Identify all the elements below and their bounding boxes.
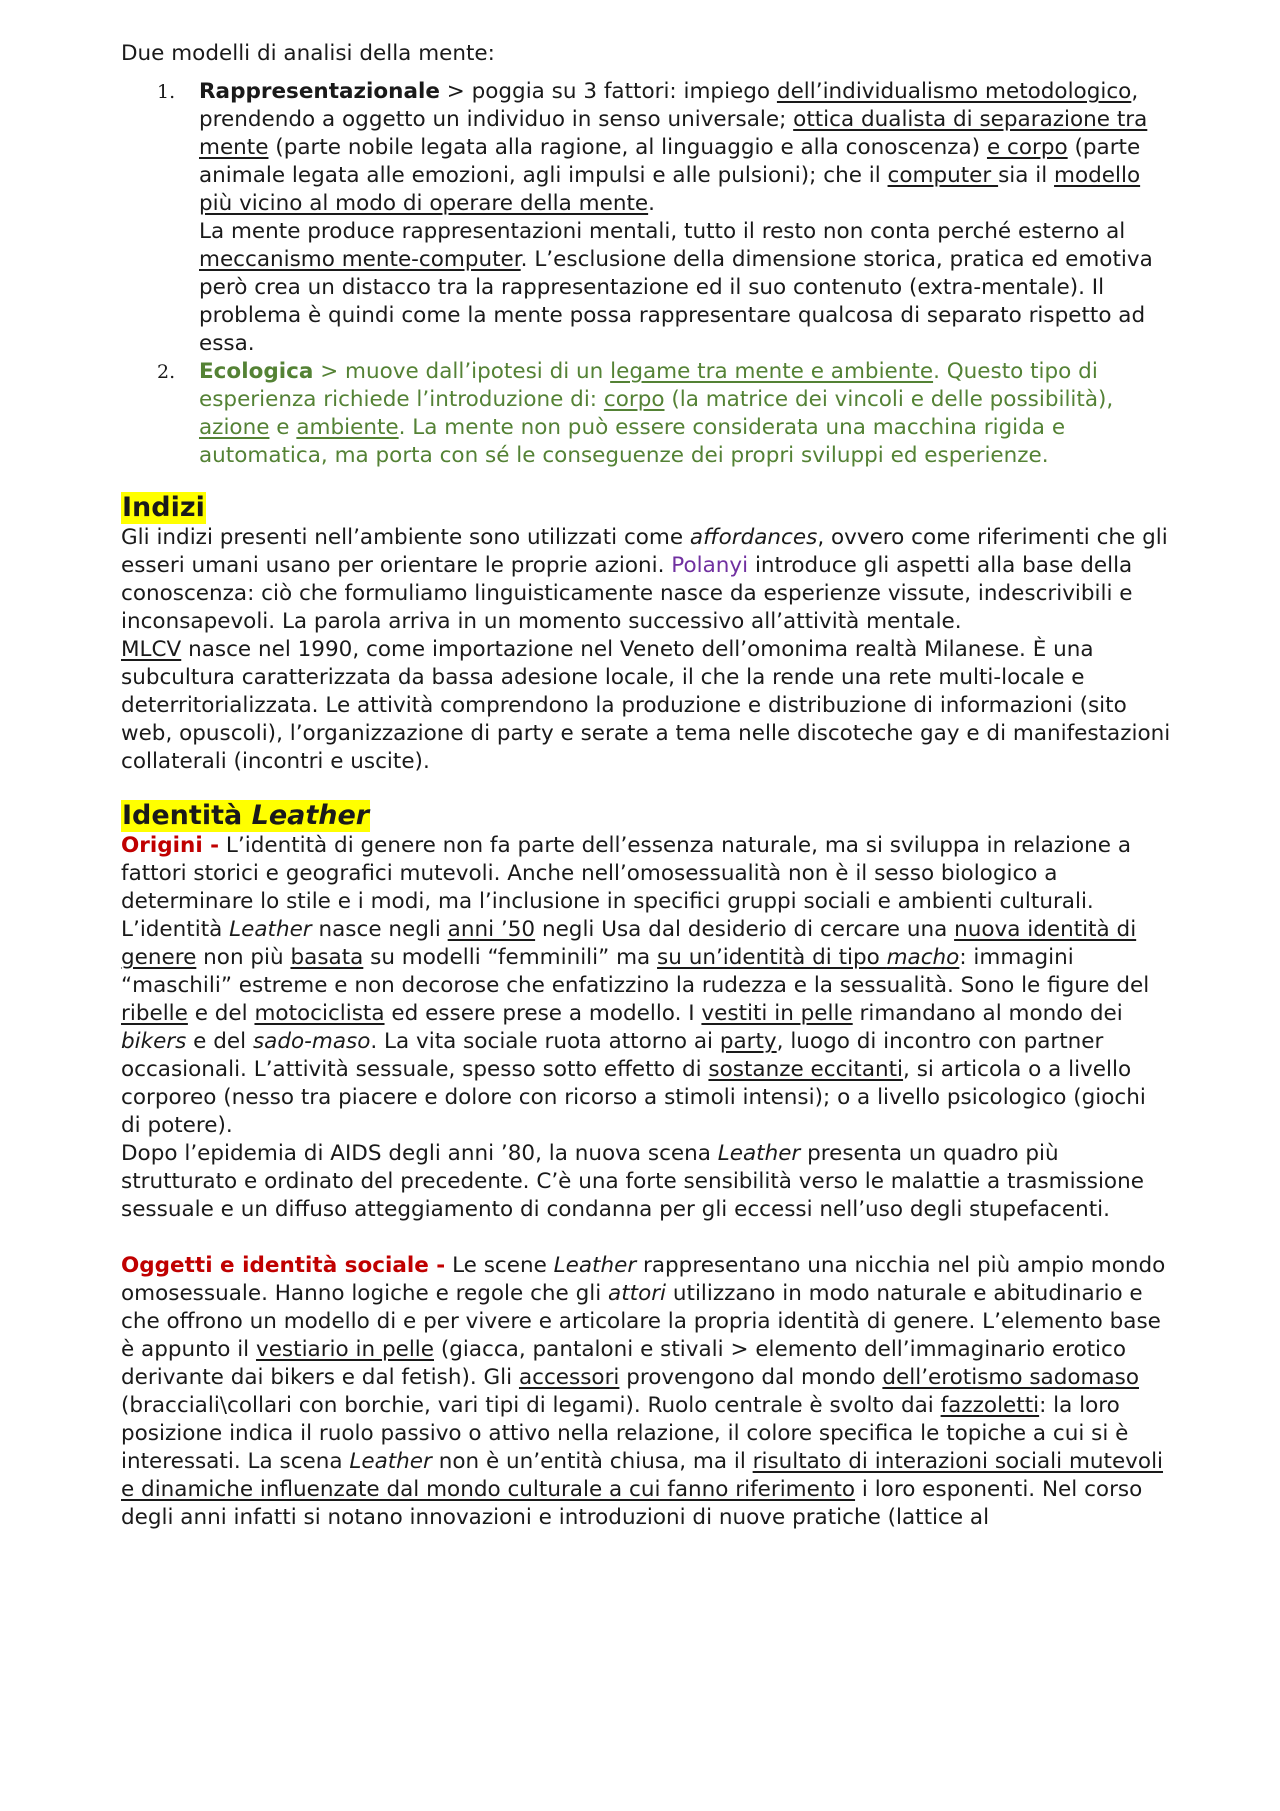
underlined-text: ottica dualista di separazione tra mente <box>199 107 1148 160</box>
underlined-text: computer <box>887 163 999 188</box>
underlined-text: fazzoletti <box>940 1393 1040 1418</box>
text: . L’esclusione della dimensione storica, pratica ed emotiva però crea un distacco tra la rappresentazione ed il suo contenuto (extra-mentale). Il problema è quindi come la mente possa rappresentare qualcosa di separato rispetto ad essa. <box>199 247 1153 356</box>
indizi-paragraph-1 <box>121 524 1171 636</box>
text: su un’identità di tipo <box>657 945 887 970</box>
text: (parte nobile legata alla ragione, al linguaggio e alla conoscenza) <box>268 135 987 160</box>
text: negli Usa dal desiderio di cercare una <box>535 917 955 942</box>
text: , si articola o a livello corporeo (nesso tra piacere e dolore con ricorso a stimoli intensi); o a livello psicologico (giochi di potere). <box>121 1057 1146 1138</box>
italic-text: macho <box>886 945 960 970</box>
text: Dopo l’epidemia di AIDS degli anni ’80, la nuova scena <box>121 1141 718 1166</box>
text: nasce negli <box>311 917 448 942</box>
text: (la matrice dei vincoli e delle possibilità), <box>664 387 1114 412</box>
heading-indizi: Indizi <box>122 492 205 523</box>
text: , luogo di incontro con partner occasionali. L’attività sessuale, spesso sotto effetto di <box>121 1029 1104 1082</box>
origini-paragraph <box>121 832 1171 1140</box>
underlined-text: nuova identità di genere <box>121 917 1137 970</box>
italic-text: Leather <box>349 1449 432 1474</box>
list-item-rappresentazionale <box>121 78 1171 358</box>
underlined-text <box>657 945 959 970</box>
text: utilizzano in modo naturale e abitudinario e che offrono un modello di e per vivere e articolare la propria identità di genere. L’elemento base è appunto il <box>121 1281 1161 1362</box>
ecologica-title: Ecologica <box>199 359 314 384</box>
text: sia il <box>998 163 1055 188</box>
text: . <box>648 191 655 216</box>
text: (parte animale legata alle emozioni, agli impulsi e alle pulsioni); che il <box>199 135 1141 188</box>
text: rimandano al mondo dei <box>852 1001 1123 1026</box>
text: , prendendo a oggetto un individuo in senso universale; <box>199 79 1139 132</box>
section-oggetti <box>121 1252 1171 1532</box>
underlined-text: vestiario in pelle <box>255 1337 434 1362</box>
underlined-text: MLCV <box>121 637 182 662</box>
text: Le scene <box>445 1253 554 1278</box>
text: ed essere prese a modello. I <box>384 1001 702 1026</box>
list-number: 2. <box>157 361 176 383</box>
section-identita-leather <box>121 800 1171 1224</box>
document-page <box>121 40 1171 1532</box>
origini-label: Origini - <box>121 833 220 858</box>
list-item-ecologica <box>121 358 1171 470</box>
intro-text: Due modelli di analisi della mente: <box>121 41 495 66</box>
underlined-text: sostanze eccitanti <box>708 1057 904 1082</box>
oggetti-paragraph <box>121 1252 1171 1532</box>
text: presenta un quadro più strutturato e ordinato del precedente. C’è una forte sensibilità verso le malattie a trasmissione sessuale e un diffuso atteggiamento di condanna per gli eccessi nell’uso degli stupefacenti. <box>121 1141 1144 1222</box>
text: > poggia su 3 fattori: impiego <box>439 79 777 104</box>
underlined-text: risultato di interazioni sociali mutevoli e dinamiche influenzate dal mondo culturale a cui fanno riferimento <box>121 1449 1164 1502</box>
text: e <box>269 415 297 440</box>
text: e del <box>187 1001 255 1026</box>
rappresentazionale-paragraph <box>199 78 1171 218</box>
underlined-text: motociclista <box>254 1001 385 1026</box>
text: . La vita sociale ruota attorno ai <box>370 1029 720 1054</box>
underlined-text: modello più vicino al modo di operare della mente <box>199 163 1141 216</box>
underlined-text: ambiente <box>296 415 399 440</box>
oggetti-label: Oggetti e identità sociale - <box>121 1253 446 1278</box>
polanyi-name: Polanyi <box>671 553 749 578</box>
underlined-text: accessori <box>518 1365 620 1390</box>
italic-text: Leather <box>229 917 312 942</box>
heading-identita-leather <box>121 800 370 832</box>
text: non più <box>196 945 291 970</box>
italic-text: attori <box>608 1281 667 1306</box>
text: (bracciali\collari con borchie, vari tipi di legami). Ruolo centrale è svolto dai <box>121 1393 941 1418</box>
heading-italic: Leather <box>251 800 370 831</box>
text: su modelli “femminili” ma <box>363 945 658 970</box>
text: L’identità di genere non fa parte dell’essenza naturale, ma si sviluppa in relazione a fattori storici e geografici mutevoli. Anche nell’omosessualità non è il sesso biologico a determinare lo stile e i modi, ma l’inclusione in specifici gruppi sociali e ambienti culturali. L’identità <box>121 833 1132 942</box>
underlined-text: dell’erotismo sadomaso <box>882 1365 1139 1390</box>
heading-text: Identità <box>122 800 252 831</box>
text: La mente produce rappresentazioni mentali, tutto il resto non conta perché esterno al <box>199 219 1126 244</box>
rappresentazionale-title: Rappresentazionale <box>199 79 440 104</box>
aids-paragraph <box>121 1140 1171 1224</box>
text: : immagini “maschili” estreme e non decorose che enfatizzino la rudezza e la sessualità. Sono le figure del <box>121 945 1150 998</box>
italic-text: sado-maso <box>252 1029 371 1054</box>
underlined-text: legame tra mente e ambiente <box>610 359 934 384</box>
rappresentazionale-paragraph-2 <box>199 218 1171 358</box>
underlined-text: e corpo <box>986 135 1068 160</box>
underlined-text: meccanismo mente-computer <box>199 247 521 272</box>
ecologica-paragraph <box>199 358 1171 470</box>
models-list <box>121 78 1171 470</box>
list-number: 1. <box>157 81 176 103</box>
text: i loro esponenti. Nel corso degli anni infatti si notano innovazioni e introduzioni di nuove pratiche (lattice al <box>121 1477 1143 1530</box>
underlined-text: corpo <box>603 387 665 412</box>
text: nasce nel 1990, come importazione nel Veneto dell’omonima realtà Milanese. È una subcultura caratterizzata da bassa adesione locale, il che la rende una rete multi-locale e deterritorializzata. Le attività comprendono la produzione e distribuzione di informazioni (sito web, opuscoli), l’organizzazione di party e serate a tema nelle discoteche gay e di manifestazioni collaterali (incontri e uscite). <box>121 637 1171 774</box>
text: (giacca, pantaloni e stivali > elemento dell’immaginario erotico derivante dai bikers e dal fetish). Gli <box>121 1337 1126 1390</box>
underlined-text: azione <box>199 415 270 440</box>
underlined-text: vestiti in pelle <box>701 1001 853 1026</box>
italic-text: affordances <box>689 525 818 550</box>
italic-text: Leather <box>553 1253 637 1278</box>
text: provengono dal mondo <box>619 1365 883 1390</box>
text: , ovvero come riferimenti che gli esseri umani usano per orientare le proprie azioni. <box>121 525 1168 578</box>
underlined-text: basata <box>290 945 364 970</box>
underlined-text: party <box>719 1029 777 1054</box>
underlined-text: dell’individualismo metodologico <box>776 79 1132 104</box>
italic-text: Leather <box>717 1141 801 1166</box>
text: > muove dall’ipotesi di un <box>313 359 611 384</box>
text: . La mente non può essere considerata una macchina rigida e automatica, ma porta con sé le conseguenze dei propri sviluppi ed esperienze. <box>199 415 1066 468</box>
text: non è un’entità chiusa, ma il <box>431 1449 753 1474</box>
text: . Questo tipo di esperienza richiede l’introduzione di: <box>199 359 1098 412</box>
text: e del <box>186 1029 253 1054</box>
text: Gli indizi presenti nell’ambiente sono utilizzati come <box>121 525 690 550</box>
italic-text: bikers <box>121 1029 187 1054</box>
text: : la loro posizione indica il ruolo passivo o attivo nella relazione, il colore specifica le topiche a cui si è interessati. La scena <box>121 1393 1129 1474</box>
text: rappresentano una nicchia nel più ampio mondo omosessuale. Hanno logiche e regole che gli <box>121 1253 1166 1306</box>
section-indizi <box>121 492 1171 776</box>
underlined-text: anni ’50 <box>447 917 536 942</box>
underlined-text: ribelle <box>121 1001 188 1026</box>
text: introduce gli aspetti alla base della conoscenza: ciò che formuliamo linguisticamente nasce da esperienze vissute, indescrivibili e inconsapevoli. La parola arriva in un momento successivo all’attività mentale. <box>121 553 1133 634</box>
indizi-paragraph-2 <box>121 636 1171 776</box>
